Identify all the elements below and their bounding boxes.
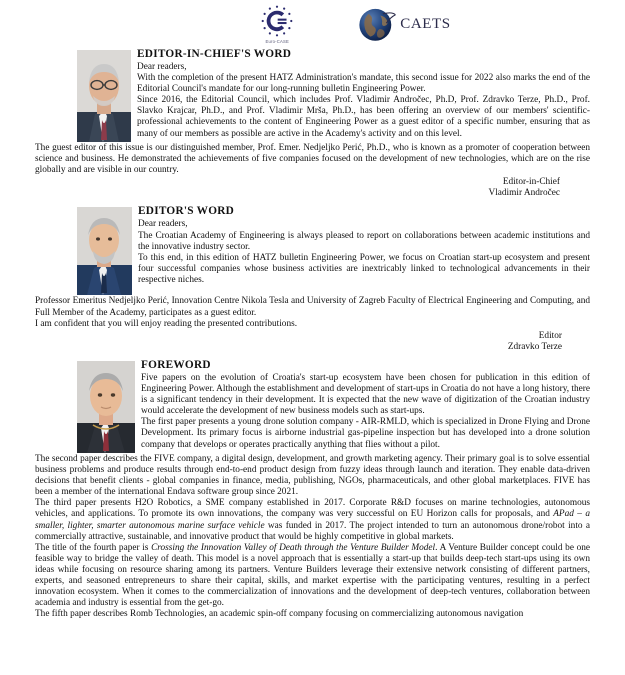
euro-case-logo [254, 4, 300, 44]
paragraph: The guest editor of this issue is our distinguished member, Prof. Emer. Nedjeljko Perić, Ph.D., who is known as a promoter of cooperation between science and business. He demonstrated the achievements of five companies focused on the development of new technologies, which are on the rise globally and are visible in our country. [35, 143, 590, 176]
section-heading-foreword: FOREWORD [141, 358, 211, 371]
section-editor-in-chief [35, 48, 590, 199]
globe-icon [356, 3, 398, 45]
paragraph-fifth-paper: The fifth paper describes Romb Technologies, an academic spin-off company focusing on commercializing autonomous navigation [35, 609, 524, 620]
section-heading-editor-in-chief: EDITOR-IN-CHIEF'S WORD [137, 48, 292, 60]
paragraph: Since 2016, the Editorial Council, which includes Prof. Vladimir Andročec, Ph.D, Prof. Zdravko Terze, Ph.D., Prof. Slavko Krajcar, Ph.D., and Prof. Vladimir Mrša, Ph.D., has been offering an overview of our members' scientific-professional achievements to the content of Engineering Power as a guest editor of a specific number, ensuring that as many of our members as possible are active in the Academy's activity and on this level. [137, 95, 590, 139]
paragraph: To this end, in this edition of HATZ bulletin Engineering Power, we focus on Croatian start-up ecosystem and present four successful companies whose business activities are inextricably linked to technological advancements in their respective niches. [138, 252, 590, 285]
signature-editor-in-chief [35, 177, 590, 199]
paper-title-apad: APad – a smaller, lighter, smarter autonomous marine surface vehicle [35, 509, 590, 531]
text-after-title: was funded in 2017. The project intended to turn an autonomous drone/robot into a commercially attractive, sustainable, and innovative product that would be highly competitive in global markets. [35, 520, 590, 542]
paragraph-fourth-paper [35, 543, 590, 610]
signature-editor [35, 331, 590, 353]
text-before-title: The title of the fourth paper is [35, 542, 152, 553]
paragraph: The first paper presents a young drone solution company - AIR-RMLD, which is specialized in Drone Flying and Drone Development. Its primary focus is airborne industrial gas-pipeline inspection but has developed into a drone solution company that develops or operates practically anything that flies without a pilot. [141, 417, 590, 450]
paragraph: The Croatian Academy of Engineering is always pleased to report on collaborations between academic institutions and the innovative industry sector. [138, 230, 590, 252]
paragraph: Dear readers, [138, 219, 188, 230]
paragraph: The second paper describes the FIVE company, a digital design, development, and growth marketing agency. Their primary goal is to solve essential business problems and produce results through end-to-end product design from fuzzy ideas through launch and iteration. They enable data-driven decisions that benefit clients - global companies in finance, media, publishing, NGOs, pharmaceuticals, and other global marketplaces. FIVE has been a member of the international Endava software group since 2021. [35, 453, 590, 498]
text-before-title: The third paper presents H2O Robotics, a SME company established in 2017. Corporate R&D focuses on marine technologies, autonomous vehicles, and applications. To promote its own innovations, the company was very successful on EU Horizon calls for proposals, and [35, 498, 590, 520]
euro-case-emblem-icon [260, 4, 294, 38]
signature-name: Zdravko Terze [507, 341, 562, 352]
signature-role: Editor [538, 330, 562, 341]
paragraph: Dear readers, [137, 62, 187, 72]
portrait-editor [77, 207, 132, 295]
logo-header [35, 0, 590, 48]
section-heading-editor: EDITOR'S WORD [138, 205, 235, 218]
section-editor [35, 205, 590, 352]
euro-case-caption: Euro-CASE [265, 39, 289, 44]
caets-caption: CAETS [400, 15, 451, 32]
paragraph: Five papers on the evolution of Croatia's start-up ecosystem have been chosen for publication in this edition of Engineering Power. Although the establishment and development of start-ups in Croatia do not have a long history, there is a significant tendency in their development. It is expected that the new wave of digitization of the Croatian industry would accelerate the development of new business models such as start-ups. [141, 372, 590, 417]
paragraph-third-paper [35, 498, 590, 542]
portrait-foreword [77, 361, 135, 453]
portrait-editor-in-chief [77, 50, 131, 142]
paper-title-venture-builder: Crossing the Innovation Valley of Death through the Venture Builder Model [151, 542, 436, 553]
paragraph: Professor Emeritus Nedjeljko Perić, Innovation Centre Nikola Tesla and University of Zagreb Faculty of Electrical Engineering and Computing, and Full Member of the Academy, participates as a guest editor. [35, 296, 590, 318]
text-after-title: . A Venture Builder concept could be one feasible way to bridge the valley of death. This model is a novel approach that is essentially a start-up that builds deep-tech start-ups using its own ideas while focusing on resource sharing among its partners. Venture Builders leverage their extensive network consisting of different partners, experts, and seasoned entrepreneurs to share their capital, skills, and market expertise with the participating ventures, resulting in a perfect innovation ecosystem. When it comes to the commercialization of innovations and the development of deep-tech ventures, collaboration between academia and industry is essential from the get-go. [35, 542, 591, 609]
signature-role: Editor-in-Chief [502, 177, 560, 188]
section-foreword [35, 359, 590, 620]
paragraph: I am confident that you will enjoy reading the presented contributions. [35, 318, 298, 329]
caets-logo [356, 3, 451, 45]
signature-name: Vladimir Andročec [488, 188, 560, 199]
paragraph: With the completion of the present HATZ Administration's mandate, this second issue for 2022 also marks the end of the Editorial Council's mandate for our long-running bulletin Engineering Power. [137, 73, 590, 95]
